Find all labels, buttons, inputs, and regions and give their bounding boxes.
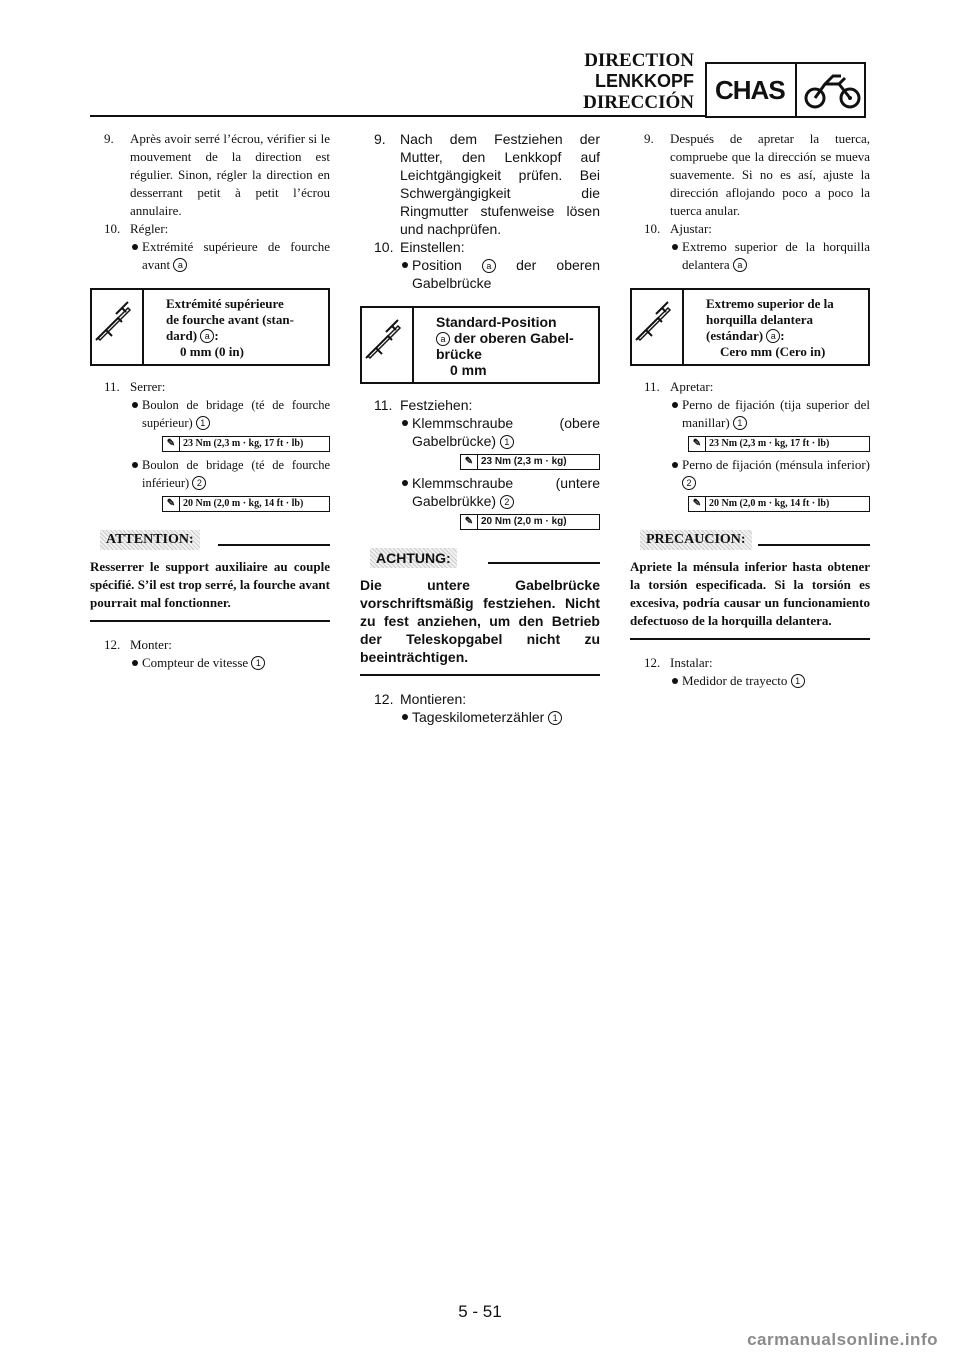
de-spec-box: Standard-Position a der oberen Gabel- brücke 0 mm [360,306,600,384]
es-step-11: 11. Apretar: [644,379,714,394]
wrench-icon: ✎ [689,437,706,451]
de-bullet-11b: Klemmschraube (untere Gabelbrükke) 2 [360,474,600,510]
wrench-icon: ✎ [461,455,478,469]
de-step-12: 12. Montieren: [374,691,467,707]
de-torque-1: ✎ 23 Nm (2,3 m · kg) [460,454,600,470]
es-step-9: 9. Después de apretar la tuerca, compruebe que la dirección se mueva suavemente. Si no es así, ajuste la dirección aflojando poco a poco la tuerca anular. [644,131,870,218]
fr-bullet-10: Extrémité supérieure de fourche avant a [90,238,330,274]
de-caution-tag: ACHTUNG: [370,548,457,568]
fr-spec-box: Extrémité supérieure de fourche avant (stan- dard) a : 0 mm (0 in) [90,288,330,366]
section-badge [705,62,866,118]
title-direccion: DIRECCIÓN [583,92,694,113]
de-spec-value: 0 mm [450,362,487,378]
fr-caution-tag: ATTENTION: [100,530,200,550]
marker-a: a [173,258,187,272]
header-titles [583,50,694,113]
es-bullet-12: Medidor de trayecto 1 [630,672,870,690]
caliper-icon [92,290,144,364]
wrench-icon: ✎ [689,497,706,511]
es-bullet-10: Extremo superior de la horquilla delantera a [630,238,870,274]
wrench-icon: ✎ [163,437,180,451]
watermark: carmanualsonline.info [747,1330,938,1349]
es-step-12: 12. Instalar: [644,655,713,670]
fr-caution: ATTENTION: Resserrer le support auxiliaire au couple spécifié. S’il est trop serré, la fourche avant pourrait mal fonctionner. [90,530,330,622]
column-french [90,130,330,672]
fr-step-11: 11. Serrer: [104,379,166,394]
wrench-icon: ✎ [163,497,180,511]
de-step-10: 10. Einstellen: [374,239,465,255]
wrench-icon: ✎ [461,515,478,529]
page-number: 5 - 51 [458,1302,502,1321]
es-spec-box: Extremo superior de la horquilla delantera (estándar) a : Cero mm (Cero in) [630,288,870,366]
es-step-10: 10. Ajustar: [644,221,712,236]
de-bullet-11a: Klemmschraube (obere Gabelbrücke) 1 [360,414,600,450]
caliper-icon [632,290,684,364]
fr-step-12: 12. Monter: [104,637,172,652]
header-rule [90,115,705,117]
es-caution: PRECAUCION: Apriete la ménsula inferior hasta obtener la torsión especificada. Si la torsión es excesiva, podría causar un funcionamiento defectuoso de la horquilla delantera. [630,530,870,640]
de-step-11: 11. Festziehen: [374,397,473,413]
de-bullet-12: Tageskilometerzähler 1 [360,708,600,726]
motorcycle-icon [803,72,863,110]
es-bullet-11b: Perno de fijación (ménsula inferior) 2 [630,456,870,492]
caliper-icon [362,308,414,382]
fr-torque-2: ✎ 20 Nm (2,0 m · kg, 14 ft · lb) [162,496,330,512]
fr-bullet-12: Compteur de vitesse 1 [90,654,330,672]
de-caution: ACHTUNG: Die untere Gabelbrücke vorschriftsmäßig festziehen. Nicht zu fest anziehen, um den Betrieb der Teleskopgabel nicht zu beeinträchtigen. [360,548,600,676]
title-lenkkopf: LENKKOPF [595,71,694,91]
fr-torque-1: ✎ 23 Nm (2,3 m · kg, 17 ft · lb) [162,436,330,452]
es-bullet-11a: Perno de fijación (tija superior del manillar) 1 [630,396,870,432]
fr-bullet-11b: Boulon de bridage (té de fourche inférieur) 2 [90,456,330,492]
fr-step-10: 10. Régler: [104,221,169,236]
title-direction: DIRECTION [584,50,694,71]
section-code: CHAS [715,75,785,105]
column-german [360,130,600,726]
de-bullet-10: Position a der oberen Gabelbrücke [360,256,600,292]
es-torque-2: ✎ 20 Nm (2,0 m · kg, 14 ft · lb) [688,496,870,512]
fr-bullet-11a: Boulon de bridage (té de fourche supérieur) 1 [90,396,330,432]
fr-step-9: 9. Après avoir serré l’écrou, vérifier si le mouvement de la direction est régulier. Sinon, régler la direction en desserrant petit à petit l’écrou annulaire. [104,131,330,218]
es-spec-value: Cero mm (Cero in) [720,344,826,359]
column-spanish [630,130,870,690]
es-torque-1: ✎ 23 Nm (2,3 m · kg, 17 ft · lb) [688,436,870,452]
section-divider [795,64,797,116]
de-step-9: 9. Nach dem Festziehen der Mutter, den Lenkkopf auf Leichtgängigkeit prüfen. Bei Schwergängigkeit die Ringmutter stufenweise lösen und nachprüfen. [374,131,600,237]
es-caution-tag: PRECAUCION: [640,530,752,550]
fr-spec-value: 0 mm (0 in) [180,344,244,359]
de-torque-2: ✎ 20 Nm (2,0 m · kg) [460,514,600,530]
